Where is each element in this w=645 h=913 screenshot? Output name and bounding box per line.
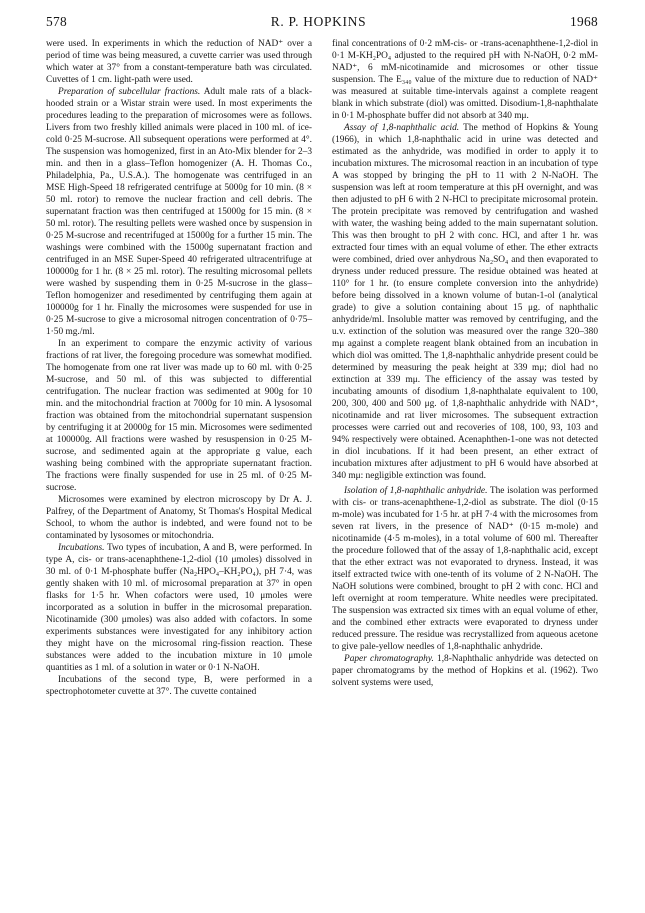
paragraph-text: The method of Hopkins & Young (1966), in which 1,8-naphthalic acid in urine was detected and estimated as the anhydride, was modified in order to apply it to incubation mixtures. The microsomal reaction in an incubation of type A was stopped by bringing the pH to 11 with 2 N-NaOH. The suspension was left at room temperature at this pH overnight, and was then adjusted to pH 6 with 2 N-HCl to precipitate microsomal protein. The protein precipitate was removed by centrifugation and washed with water, the washing being added to the main supernatant solution. This was then brought to pH 2 with conc. HCl, and after 1 hr. was extracted four times with an equal volume of ether. The ether extracts were combined, dried over anhydrous Na₂SO₄ and then evaporated to dryness under reduced pressure. The residue obtained was heated at 110° for 1 hr. (to ensure complete conversion into the anhydride) before being dissolved in a known volume of butan-1-ol (analytical grade) to give a solution containing about 15 μg. of naphthalic anhydride/ml. Insoluble matter was removed by centrifuging, and the u.v. extinction of the solution was measured over the range 320–380 mμ against a complete reagent blank obtained from an incubation in which diol was omitted. The 1,8-naphthalic anhydride present could be determined by measuring the peak height at 339 mμ; diol had no extinction at 339 mμ. The efficiency of the assay was tested by incubating amounts of disodium 1,8-naphthalate equivalent to 100, 200, 300, 400 and 500 μg. of 1,8-naphthalic anhydride with NAD⁺, nicotinamide and rat liver microsomes. The subsequent extraction processes were carried out and recoveries of 108, 100, 93, 103 and 94% respectively were obtained. Acenaphthen-1-one was not detected in diol incubations. If it had been present, an ether extract of incubation mixtures after adjustment to pH 6 would have absorbed at 340 mμ: negligible extinction was found. (332, 123, 598, 481)
paragraph-continuation: were used. In experiments in which the reduction of NAD⁺ over a period of time was being measured, a cuvette carrier was used through which water at 37° from a constant-temperature bath was circulated. Cuvettes of 1 cm. light-path were used. (46, 39, 312, 85)
paragraph-isolation (332, 485, 598, 653)
paragraph-text: The isolation was performed with cis- or trans-acenaphthene-1,2-diol as substrate. The diol (0·15 m-mole) was incubated for 1·5 hr. at pH 7·4 with the microsomes from seven rat livers, in the presence of NAD⁺ (0·15 m-mole) and nicotinamide (4·5 m-moles), in a total volume of 600 ml. Thereafter the procedure followed that of the assay of 1,8-naphthalic acid, except that the ether extract was not evaporated to dryness. Instead, it was itself extracted twice with one-tenth of its volume of 2 N-NaOH. The NaOH solutions were combined, brought to pH 2 with conc. HCl and left overnight at room temperature. White needles were precipitated. The suspension was extracted six times with an equal volume of ether, and the combined ether extracts were evaporated to dryness under reduced pressure. The residue was recrystallized from aqueous acetone to give pale-yellow needles of 1,8-naphthalic anhydride. (332, 486, 598, 652)
paragraph-incubations (46, 542, 312, 674)
section-runin-heading: Assay of 1,8-naphthalic acid. (344, 123, 460, 133)
paragraph-paper-chromatography (332, 653, 598, 689)
running-head (46, 14, 598, 30)
paragraph-continuation: final concentrations of 0·2 mM-cis- or -trans-acenaphthene-1,2-diol in 0·1 M-KH₂PO₄ adjusted to the required pH with N-NaOH, 0·2 mM-NAD⁺, 6 mM-nicotinamide and microsomes or other tissue suspension. The E₃₄₀ value of the mixture due to reduction of NAD⁺ was measured at suitable time-intervals against a complete reagent blank in which substrate (diol) was omitted. Disodium-1,8-naphthalate in 0·1 M-phosphate buffer did not absorb at 340 mμ. (332, 39, 598, 121)
paragraph-text: Two types of incubation, A and B, were performed. In type A, cis- or trans-acenaphthene-1,2-diol (10 μmoles) dissolved in 30 ml. of 0·1 M-phosphate buffer (Na₂HPO₄–KH₂PO₄), pH 7·4, was gently shaken with 10 ml. of microsomal preparation at 37° in open flasks for 1·5 hr. When cofactors were used, 10 μmoles were incorporated as a solution in buffer in the microsomal preparation. Nicotinamide (300 μmoles) was also added with cofactors. In some experiments substances were investigated for any inhibitory action they might have on the microsomal ring-fission reaction. These substances were added to the incubation mixture in 10 μmole quantities as 1 ml. of a solution in water or 0·1 N-NaOH. (46, 543, 312, 673)
paragraph-electron-microscopy: Microsomes were examined by electron microscopy by Dr A. J. Palfrey, of the Department of Anatomy, St Thomas's Hospital Medical School, to whom the author is indebted, and were found not to be contaminated by lysosomes or mitochondria. (46, 495, 312, 541)
section-runin-heading: Incubations. (58, 543, 105, 553)
paragraph-text: Adult male rats of a black-hooded strain or a Wistar strain were used. In most experiments the procedures leading to the preparation of microsomes were as follows. Livers from two freshly killed animals were placed in 100 ml. of ice-cold 0·25 M-sucrose. All subsequent operations were performed at 4°. The suspension was homogenized, first in an Ato-Mix blender for 2–3 min. and then in a glass–Teflon homogenizer (A. H. Thomas Co., Philadelphia, Pa., U.S.A.). The homogenate was centrifuged in an MSE High-Speed 18 refrigerated centrifuge at 5000g for 10 min. (8 × 50 ml. rotor) to remove the nuclear fraction and cell debris. The supernatant fraction was then centrifuged at 15000g for 15 min. (8 × 50 ml. rotor). The resulting pellets were washed once by suspension in 0·25 M-sucrose and recentrifuged at 15000g for a further 15 min. The washings were combined with the 15000g supernatant fraction and centrifuged in an MSE Super-Speed 40 refrigerated ultracentrifuge at 100000g for 1 hr. (8 × 25 ml. rotor). The resulting microsomal pellets were washed by suspending them in 0·25 M-sucrose in the glass–Teflon homogenizer and resedimented by centrifuging them again at 100000g for 1 hr. Finally the microsomes were suspended for use in 0·25 M-sucrose to give a microsomal nitrogen concentration of 0·75–1·50 mg./ml. (46, 87, 312, 337)
author-name: R. P. HOPKINS (270, 14, 367, 29)
body-columns (46, 38, 598, 698)
paragraph-fraction-comparison: In an experiment to compare the enzymic activity of various fractions of rat liver, the foregoing procedure was somewhat modified. The homogenate from one rat liver was made up to 60 ml. with 0·25 M-sucrose, and 50 ml. of this was subjected to differential centrifugation. The nuclear fraction was sedimented at 900g for 10 min. and the mitochondrial fraction at 7000g for 10 min. A lysosomal fraction was obtained from the mitochondrial supernatant suspension by centrifuging it at 20000g for 15 min. Microsomes were sedimented at 100000g. All fractions were washed by resuspension in 0·25 M-sucrose, and sedimented again at the appropriate g value, each washing being combined with the appropriate supernatant fraction. The fractions were finally suspended for use in 25 ml. of 0·25 M-sucrose. (46, 339, 312, 493)
section-runin-heading: Preparation of subcellular fractions. (58, 87, 201, 97)
section-runin-heading: Paper chromatography. (344, 654, 434, 664)
right-column (332, 38, 598, 698)
page-number: 578 (46, 14, 67, 29)
year: 1968 (570, 14, 598, 29)
paragraph-text: 1,8-Naphthalic anhydride was detected on paper chromatograms by the method of Hopkins et al. (1962). Two solvent systems were used, (332, 654, 598, 688)
section-runin-heading: Isolation of 1,8-naphthalic anhydride. (344, 486, 488, 496)
paragraph-naphthalic-assay (332, 122, 598, 482)
paragraph-incubation-b: Incubations of the second type, B, were performed in a spectrophotometer cuvette at 37°. The cuvette contained (46, 675, 312, 697)
paragraph-subcellular-fractions (46, 86, 312, 338)
left-column (46, 38, 312, 698)
